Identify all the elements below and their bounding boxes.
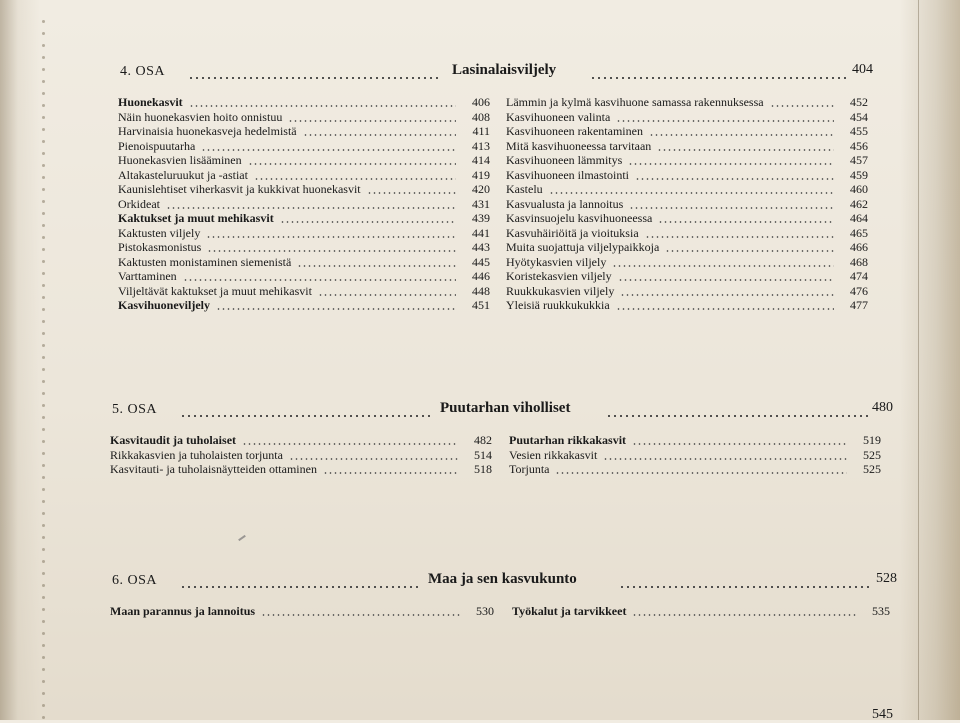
toc-entry bbox=[506, 298, 868, 312]
entry-title: Kasvinsuojelu kasvihuoneessa bbox=[506, 211, 653, 225]
leader-dots bbox=[216, 308, 456, 310]
toc-entry bbox=[509, 448, 881, 462]
section-header bbox=[112, 402, 912, 424]
toc-entry bbox=[118, 139, 490, 153]
entry-title: Huonekasvit bbox=[118, 95, 183, 109]
page-edge-line bbox=[918, 0, 919, 720]
toc-entry bbox=[118, 182, 490, 196]
leader-dots bbox=[180, 415, 430, 417]
toc-entry bbox=[506, 284, 868, 298]
leader-dots bbox=[616, 120, 834, 122]
toc-entry bbox=[118, 211, 490, 225]
entry-page-number: 420 bbox=[472, 182, 490, 196]
entry-title: Kaunislehtiset viherkasvit ja kukkivat huonekasvit bbox=[118, 182, 361, 196]
entry-page-number: 411 bbox=[472, 124, 490, 138]
entry-title: Mitä kasvihuoneessa tarvitaan bbox=[506, 138, 652, 153]
entry-page-number: 419 bbox=[472, 167, 490, 182]
entry-title: Kasvitaudit ja tuholaiset bbox=[110, 433, 237, 447]
entry-title: Työkalut ja tarvikkeet bbox=[512, 604, 627, 618]
leader-dots bbox=[288, 120, 456, 122]
entry-title: Muita suojattuja viljelypaikkoja bbox=[506, 240, 660, 254]
toc-entry bbox=[118, 269, 490, 283]
toc-entry bbox=[506, 197, 868, 211]
page-edge-shadow bbox=[900, 0, 960, 720]
leader-dots bbox=[318, 294, 456, 296]
leader-dots bbox=[280, 221, 456, 223]
entry-page-number: 414 bbox=[472, 153, 490, 167]
section-title: Maa ja sen kasvukunto bbox=[428, 571, 577, 587]
leader-dots bbox=[549, 192, 834, 194]
toc-entry bbox=[118, 153, 490, 167]
toc-entry bbox=[506, 153, 868, 167]
entry-page-number: 514 bbox=[474, 447, 492, 462]
leader-dots bbox=[616, 308, 834, 310]
entry-page-number: 441 bbox=[472, 225, 490, 240]
binding-stitch-holes bbox=[38, 0, 48, 720]
entry-title: Näin huonekasvien hoito onnistuu bbox=[118, 109, 283, 124]
leader-dots bbox=[248, 163, 456, 165]
toc-entry bbox=[506, 255, 868, 269]
leader-dots bbox=[603, 458, 847, 460]
toc-entry bbox=[506, 168, 868, 182]
entry-title: Viljeltävät kaktukset ja muut mehikasvit bbox=[118, 283, 312, 298]
toc-entry bbox=[118, 284, 490, 298]
entry-page-number: 519 bbox=[863, 433, 881, 447]
entry-page-number: 464 bbox=[850, 211, 868, 225]
section-page-number: 480 bbox=[872, 400, 893, 415]
leader-dots bbox=[658, 221, 834, 223]
entry-page-number: 452 bbox=[850, 95, 868, 109]
leader-dots bbox=[635, 178, 834, 180]
entry-page-number: 431 bbox=[472, 196, 490, 211]
entry-page-number: 462 bbox=[850, 196, 868, 211]
toc-entry bbox=[509, 462, 881, 476]
leader-dots bbox=[303, 134, 456, 136]
entry-title: Rikkakasvien ja tuholaisten torjunta bbox=[110, 447, 283, 462]
leader-dots bbox=[555, 472, 847, 474]
leader-dots bbox=[183, 279, 456, 281]
leader-dots bbox=[323, 472, 458, 474]
entry-page-number: 456 bbox=[850, 138, 868, 153]
entry-page-number: 477 bbox=[850, 298, 868, 312]
entry-title: Varttaminen bbox=[118, 269, 177, 283]
entry-title: Pistokasmonistus bbox=[118, 240, 202, 254]
leader-dots bbox=[297, 265, 456, 267]
entry-page-number: 448 bbox=[472, 283, 490, 298]
entry-page-number: 518 bbox=[474, 462, 492, 476]
toc-entry bbox=[506, 139, 868, 153]
entry-page-number: 466 bbox=[850, 240, 868, 254]
toc-entry bbox=[506, 124, 868, 138]
entry-title: Maan parannus ja lannoitus bbox=[110, 604, 256, 618]
section-title: Puutarhan viholliset bbox=[440, 400, 571, 416]
entry-title: Kasvihuoneen valinta bbox=[506, 109, 611, 124]
entry-title: Lämmin ja kylmä kasvihuone samassa rakennuksessa bbox=[506, 95, 764, 109]
entry-title: Kaktukset ja muut mehikasvit bbox=[118, 211, 274, 225]
leader-dots bbox=[166, 207, 456, 209]
leader-dots bbox=[189, 105, 456, 107]
toc-entry bbox=[118, 255, 490, 269]
toc-entry bbox=[509, 433, 881, 447]
toc-entry bbox=[506, 95, 868, 109]
leader-dots bbox=[628, 163, 834, 165]
leader-dots bbox=[590, 77, 848, 79]
toc-entry bbox=[118, 298, 490, 312]
toc-entry bbox=[110, 433, 492, 447]
toc-entry bbox=[512, 604, 890, 618]
entry-page-number: 446 bbox=[472, 269, 490, 283]
entry-page-number: 474 bbox=[850, 269, 868, 283]
entry-title: Kaktusten monistaminen siemenistä bbox=[118, 254, 292, 269]
toc-entry bbox=[118, 226, 490, 240]
entry-page-number: 535 bbox=[872, 604, 890, 618]
entry-page-number: 445 bbox=[472, 254, 490, 269]
toc-entry bbox=[110, 448, 492, 462]
entry-page-number: 457 bbox=[850, 153, 868, 167]
book-spine-shadow bbox=[0, 0, 40, 720]
entry-page-number: 460 bbox=[850, 182, 868, 196]
leader-dots bbox=[188, 77, 442, 79]
toc-entry bbox=[506, 211, 868, 225]
section-page-number: 404 bbox=[852, 62, 873, 77]
section-number: 5. OSA bbox=[112, 402, 158, 417]
entry-title: Torjunta bbox=[509, 462, 550, 476]
toc-entry bbox=[506, 182, 868, 196]
leader-dots bbox=[254, 178, 456, 180]
leader-dots bbox=[770, 105, 834, 107]
leader-dots bbox=[289, 458, 458, 460]
toc-entry bbox=[118, 95, 490, 109]
leader-dots bbox=[242, 443, 458, 445]
toc-entry bbox=[506, 226, 868, 240]
leader-dots bbox=[618, 279, 834, 281]
entry-title: Kasvihuoneviljely bbox=[118, 298, 211, 312]
entry-page-number: 530 bbox=[476, 604, 494, 618]
entry-page-number: 413 bbox=[472, 138, 490, 153]
leader-dots bbox=[645, 236, 834, 238]
section-number: 4. OSA bbox=[120, 64, 166, 79]
entry-title: Yleisiä ruukkukukkia bbox=[506, 298, 610, 312]
footer-page-number: 545 bbox=[872, 707, 893, 722]
entry-page-number: 443 bbox=[472, 240, 490, 254]
entry-page-number: 525 bbox=[863, 447, 881, 462]
entry-title: Kastelu bbox=[506, 182, 543, 196]
leader-dots bbox=[620, 294, 834, 296]
toc-entry bbox=[506, 240, 868, 254]
leader-dots bbox=[261, 614, 460, 616]
entry-title: Kasvihuoneen lämmitys bbox=[506, 153, 623, 167]
toc-entry bbox=[506, 269, 868, 283]
leader-dots bbox=[612, 265, 834, 267]
section-number: 6. OSA bbox=[112, 573, 158, 588]
entry-title: Kasvihuoneen ilmastointi bbox=[506, 167, 629, 182]
leader-dots bbox=[649, 134, 834, 136]
entry-title: Huonekasvien lisääminen bbox=[118, 153, 242, 167]
leader-dots bbox=[180, 586, 418, 588]
entry-page-number: 455 bbox=[850, 124, 868, 138]
entry-page-number: 468 bbox=[850, 254, 868, 269]
entry-page-number: 451 bbox=[472, 298, 490, 312]
entry-page-number: 465 bbox=[850, 225, 868, 240]
entry-title: Kaktusten viljely bbox=[118, 225, 201, 240]
toc-entry bbox=[118, 240, 490, 254]
entry-title: Altakasteluruukut ja -astiat bbox=[118, 167, 248, 182]
section-header bbox=[120, 64, 892, 86]
toc-entry bbox=[118, 197, 490, 211]
entry-title: Pienoispuutarha bbox=[118, 138, 196, 153]
entry-page-number: 476 bbox=[850, 283, 868, 298]
entry-title: Kasvitauti- ja tuholaisnäytteiden ottaminen bbox=[110, 462, 317, 476]
pen-mark bbox=[238, 535, 246, 541]
entry-page-number: 459 bbox=[850, 167, 868, 182]
toc-entry bbox=[110, 604, 494, 618]
entry-page-number: 525 bbox=[863, 462, 881, 476]
leader-dots bbox=[632, 614, 856, 616]
toc-entry bbox=[506, 110, 868, 124]
section-page-number: 528 bbox=[876, 571, 897, 586]
entry-title: Ruukkukasvien viljely bbox=[506, 283, 615, 298]
entry-title: Kasvuhäiriöitä ja vioituksia bbox=[506, 225, 639, 240]
entry-page-number: 454 bbox=[850, 109, 868, 124]
leader-dots bbox=[606, 415, 868, 417]
leader-dots bbox=[206, 236, 456, 238]
leader-dots bbox=[665, 250, 834, 252]
toc-entry bbox=[118, 124, 490, 138]
leader-dots bbox=[632, 443, 847, 445]
entry-title: Puutarhan rikkakasvit bbox=[509, 433, 627, 447]
entry-title: Kasvihuoneen rakentaminen bbox=[506, 124, 643, 138]
section-title: Lasinalaisviljely bbox=[452, 62, 557, 78]
entry-title: Vesien rikkakasvit bbox=[509, 447, 598, 462]
entry-page-number: 439 bbox=[472, 211, 490, 225]
leader-dots bbox=[619, 586, 872, 588]
toc-entry bbox=[110, 462, 492, 476]
section-header bbox=[112, 573, 916, 595]
leader-dots bbox=[201, 149, 456, 151]
leader-dots bbox=[367, 192, 456, 194]
entry-page-number: 408 bbox=[472, 109, 490, 124]
entry-page-number: 482 bbox=[474, 433, 492, 447]
entry-page-number: 406 bbox=[472, 95, 490, 109]
leader-dots bbox=[207, 250, 456, 252]
leader-dots bbox=[629, 207, 834, 209]
entry-title: Kasvualusta ja lannoitus bbox=[506, 196, 624, 211]
entry-title: Koristekasvien viljely bbox=[506, 269, 612, 283]
toc-entry bbox=[118, 110, 490, 124]
entry-title: Harvinaisia huonekasveja hedelmistä bbox=[118, 124, 297, 138]
toc-entry bbox=[118, 168, 490, 182]
entry-title: Orkideat bbox=[118, 196, 160, 211]
entry-title: Hyötykasvien viljely bbox=[506, 254, 607, 269]
leader-dots bbox=[657, 149, 834, 151]
